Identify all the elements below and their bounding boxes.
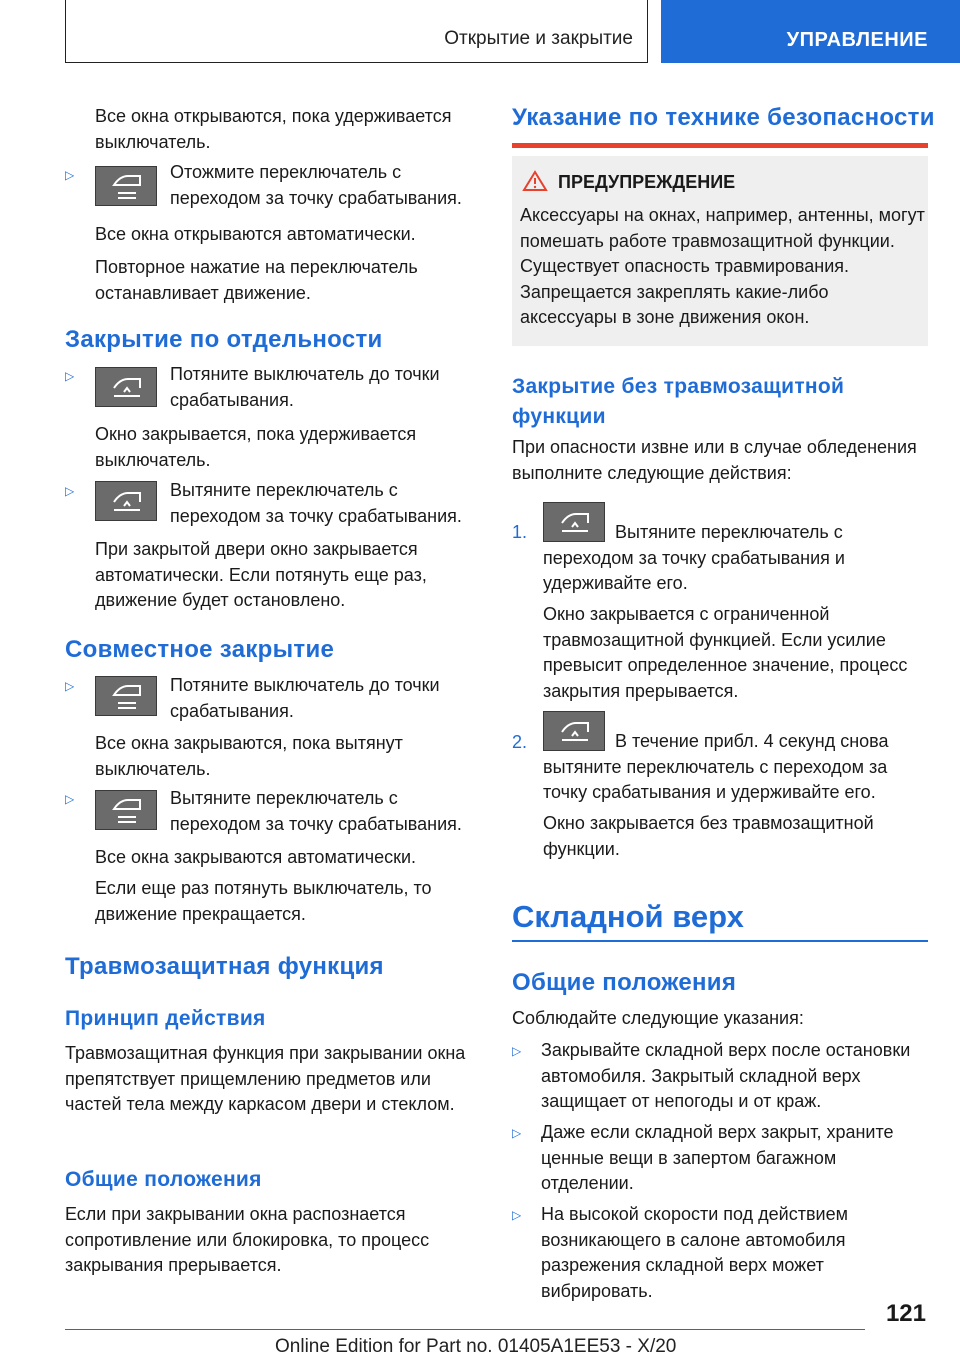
paragraph: Все окна закрываются, пока вытянут выключатель.: [95, 733, 403, 779]
list-item-text: Закрывайте складной верх после остановки автомобиля. Закрытый складной верх защищает от непогоды и от краж.: [541, 1040, 911, 1111]
list-item-text: На высокой скорости под действием возникающего в салоне автомобиля разрежения складной верх может вибрировать.: [541, 1204, 848, 1301]
paragraph: Окно закрывается, пока удерживается выключатель.: [95, 424, 417, 470]
heading-principle: Принцип действия: [65, 1007, 266, 1030]
header-section-box: [65, 0, 648, 63]
heading-without-protection: Закрытие без травмозащитной функции: [512, 375, 845, 428]
heading-general-roof: Общие положения: [512, 969, 737, 996]
bullet-triangle-icon: ▷: [65, 679, 75, 693]
heading-general: Общие положения: [65, 1168, 262, 1191]
warning-box: [512, 156, 928, 346]
heading-anti-trap: Травмозащитная функция: [65, 953, 384, 980]
bullet-triangle-icon: ▷: [65, 369, 75, 383]
heading-folding-roof: Складной верх: [512, 899, 744, 934]
list-item-text: Потяните выключатель до точки срабатывания.: [170, 675, 440, 721]
paragraph: Если еще раз потянуть выключатель, то движение прекращается.: [95, 878, 432, 924]
step-number: 1.: [512, 522, 528, 542]
heading-joint-close: Совместное закрытие: [65, 636, 335, 663]
paragraph: Все окна открываются автоматически.: [95, 224, 416, 244]
paragraph: Если при закрывании окна распознается сопротивление или блокировка, то процесс закрывания прерывается.: [65, 1204, 430, 1275]
paragraph: Окно закрывается без травмозащитной функции.: [543, 813, 874, 859]
paragraph: Травмозащитная функция при закрывании окна препятствует прищемлению предметов или частей тела между каркасом двери и стеклом.: [65, 1043, 466, 1114]
bullet-triangle-icon: ▷: [512, 1208, 522, 1222]
switch-open-icon: [95, 166, 157, 206]
paragraph: Все окна закрываются автоматически.: [95, 847, 417, 867]
switch-close-icon: [95, 367, 157, 407]
switch-open-icon: [95, 790, 157, 830]
paragraph: При закрытой двери окно закрывается автоматически. Если потянуть еще раз, движение будет остановлено.: [95, 539, 427, 610]
heading-single-close: Закрытие по отдельности: [65, 326, 383, 353]
warning-title: ПРЕДУПРЕЖДЕНИЕ: [558, 172, 736, 192]
bullet-triangle-icon: ▷: [512, 1044, 522, 1058]
paragraph: Повторное нажатие на переключатель останавливает движение.: [95, 257, 418, 303]
paragraph: Соблюдайте следующие указания:: [512, 1008, 804, 1028]
paragraph: При опасности извне или в случае обледенения выполните следующие действия:: [512, 437, 917, 483]
bullet-triangle-icon: ▷: [65, 168, 75, 182]
footer-line: [65, 1329, 865, 1330]
edition-text: Online Edition for Part no. 01405A1EE53 - X/20: [275, 1336, 677, 1357]
page-number: 121: [885, 1300, 926, 1327]
paragraph: Все окна открываются, пока удерживается выключатель.: [95, 106, 452, 152]
bullet-triangle-icon: ▷: [65, 484, 75, 498]
bullet-triangle-icon: ▷: [65, 792, 75, 806]
list-item-text: Отожмите переключатель с переходом за точку срабатывания.: [170, 162, 462, 208]
paragraph: Окно закрывается с ограниченной травмозащитной функцией. Если усилие превысит определенное значение, процесс закрытия прерывается.: [543, 604, 908, 701]
step-text: Вытяните переключатель с переходом за точку срабатывания и удерживайте его.: [543, 522, 845, 593]
switch-open-icon: [95, 676, 157, 716]
heading-rule: [512, 940, 928, 942]
warning-text: Аксессуары на окнах, например, антенны, могут помешать работе травмозащитной функции. Существует опасность травмирования. Запрещается закреплять какие-либо аксессуары в зоне движения окон.: [520, 205, 925, 327]
section-title: Открытие и закрытие: [444, 28, 633, 49]
heading-safety: Указание по технике безопасности: [512, 104, 935, 131]
warning-top-line: [512, 143, 928, 148]
list-item-text: Даже если складной верх закрыт, храните ценные вещи в запертом багажном отделении.: [541, 1122, 894, 1193]
list-item-text: Потяните выключатель до точки срабатывания.: [170, 364, 440, 410]
step-number: 2.: [512, 732, 528, 752]
bullet-triangle-icon: ▷: [512, 1126, 522, 1140]
switch-close-icon: [95, 481, 157, 521]
step-text: В течение прибл. 4 секунд снова вытяните переключатель с переходом за точку срабатывания и удерживайте его.: [543, 731, 889, 802]
list-item-text: Вытяните переключатель с переходом за точку срабатывания.: [170, 480, 462, 526]
chapter-title: УПРАВЛЕНИЕ: [786, 29, 928, 51]
header-chapter-box: [661, 0, 960, 63]
warning-triangle-icon: [522, 170, 548, 192]
list-item-text: Вытяните переключатель с переходом за точку срабатывания.: [170, 788, 462, 834]
